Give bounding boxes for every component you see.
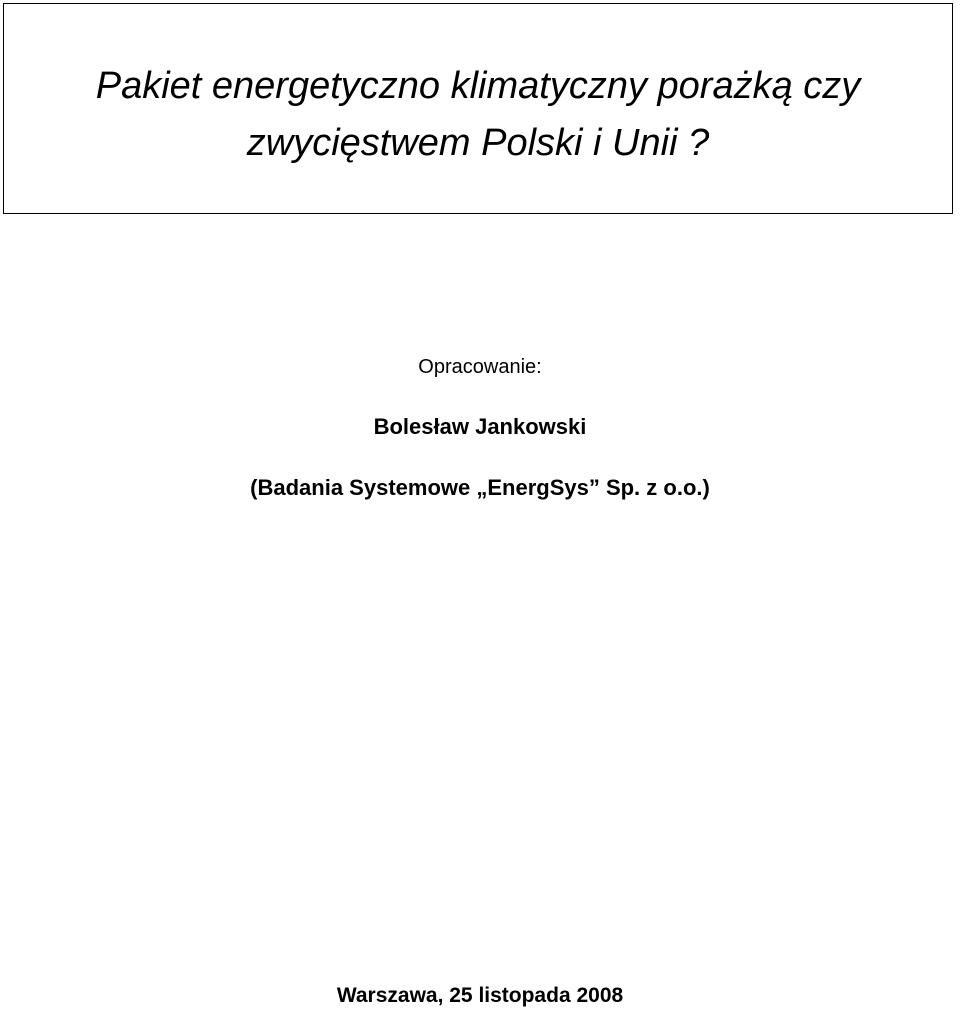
title-box — [3, 3, 953, 214]
title-line-1: Pakiet energetyczno klimatyczny porażką czy — [95, 65, 861, 107]
author-affiliation: (Badania Systemowe „EnergSys” Sp. z o.o.) — [250, 475, 710, 500]
prepared-by-label: Opracowanie: — [418, 356, 542, 378]
author-name: Bolesław Jankowski — [373, 414, 587, 439]
place-date: Warszawa, 25 listopada 2008 — [336, 984, 624, 1007]
title-line-2: zwycięstwem Polski i Unii ? — [246, 122, 710, 164]
